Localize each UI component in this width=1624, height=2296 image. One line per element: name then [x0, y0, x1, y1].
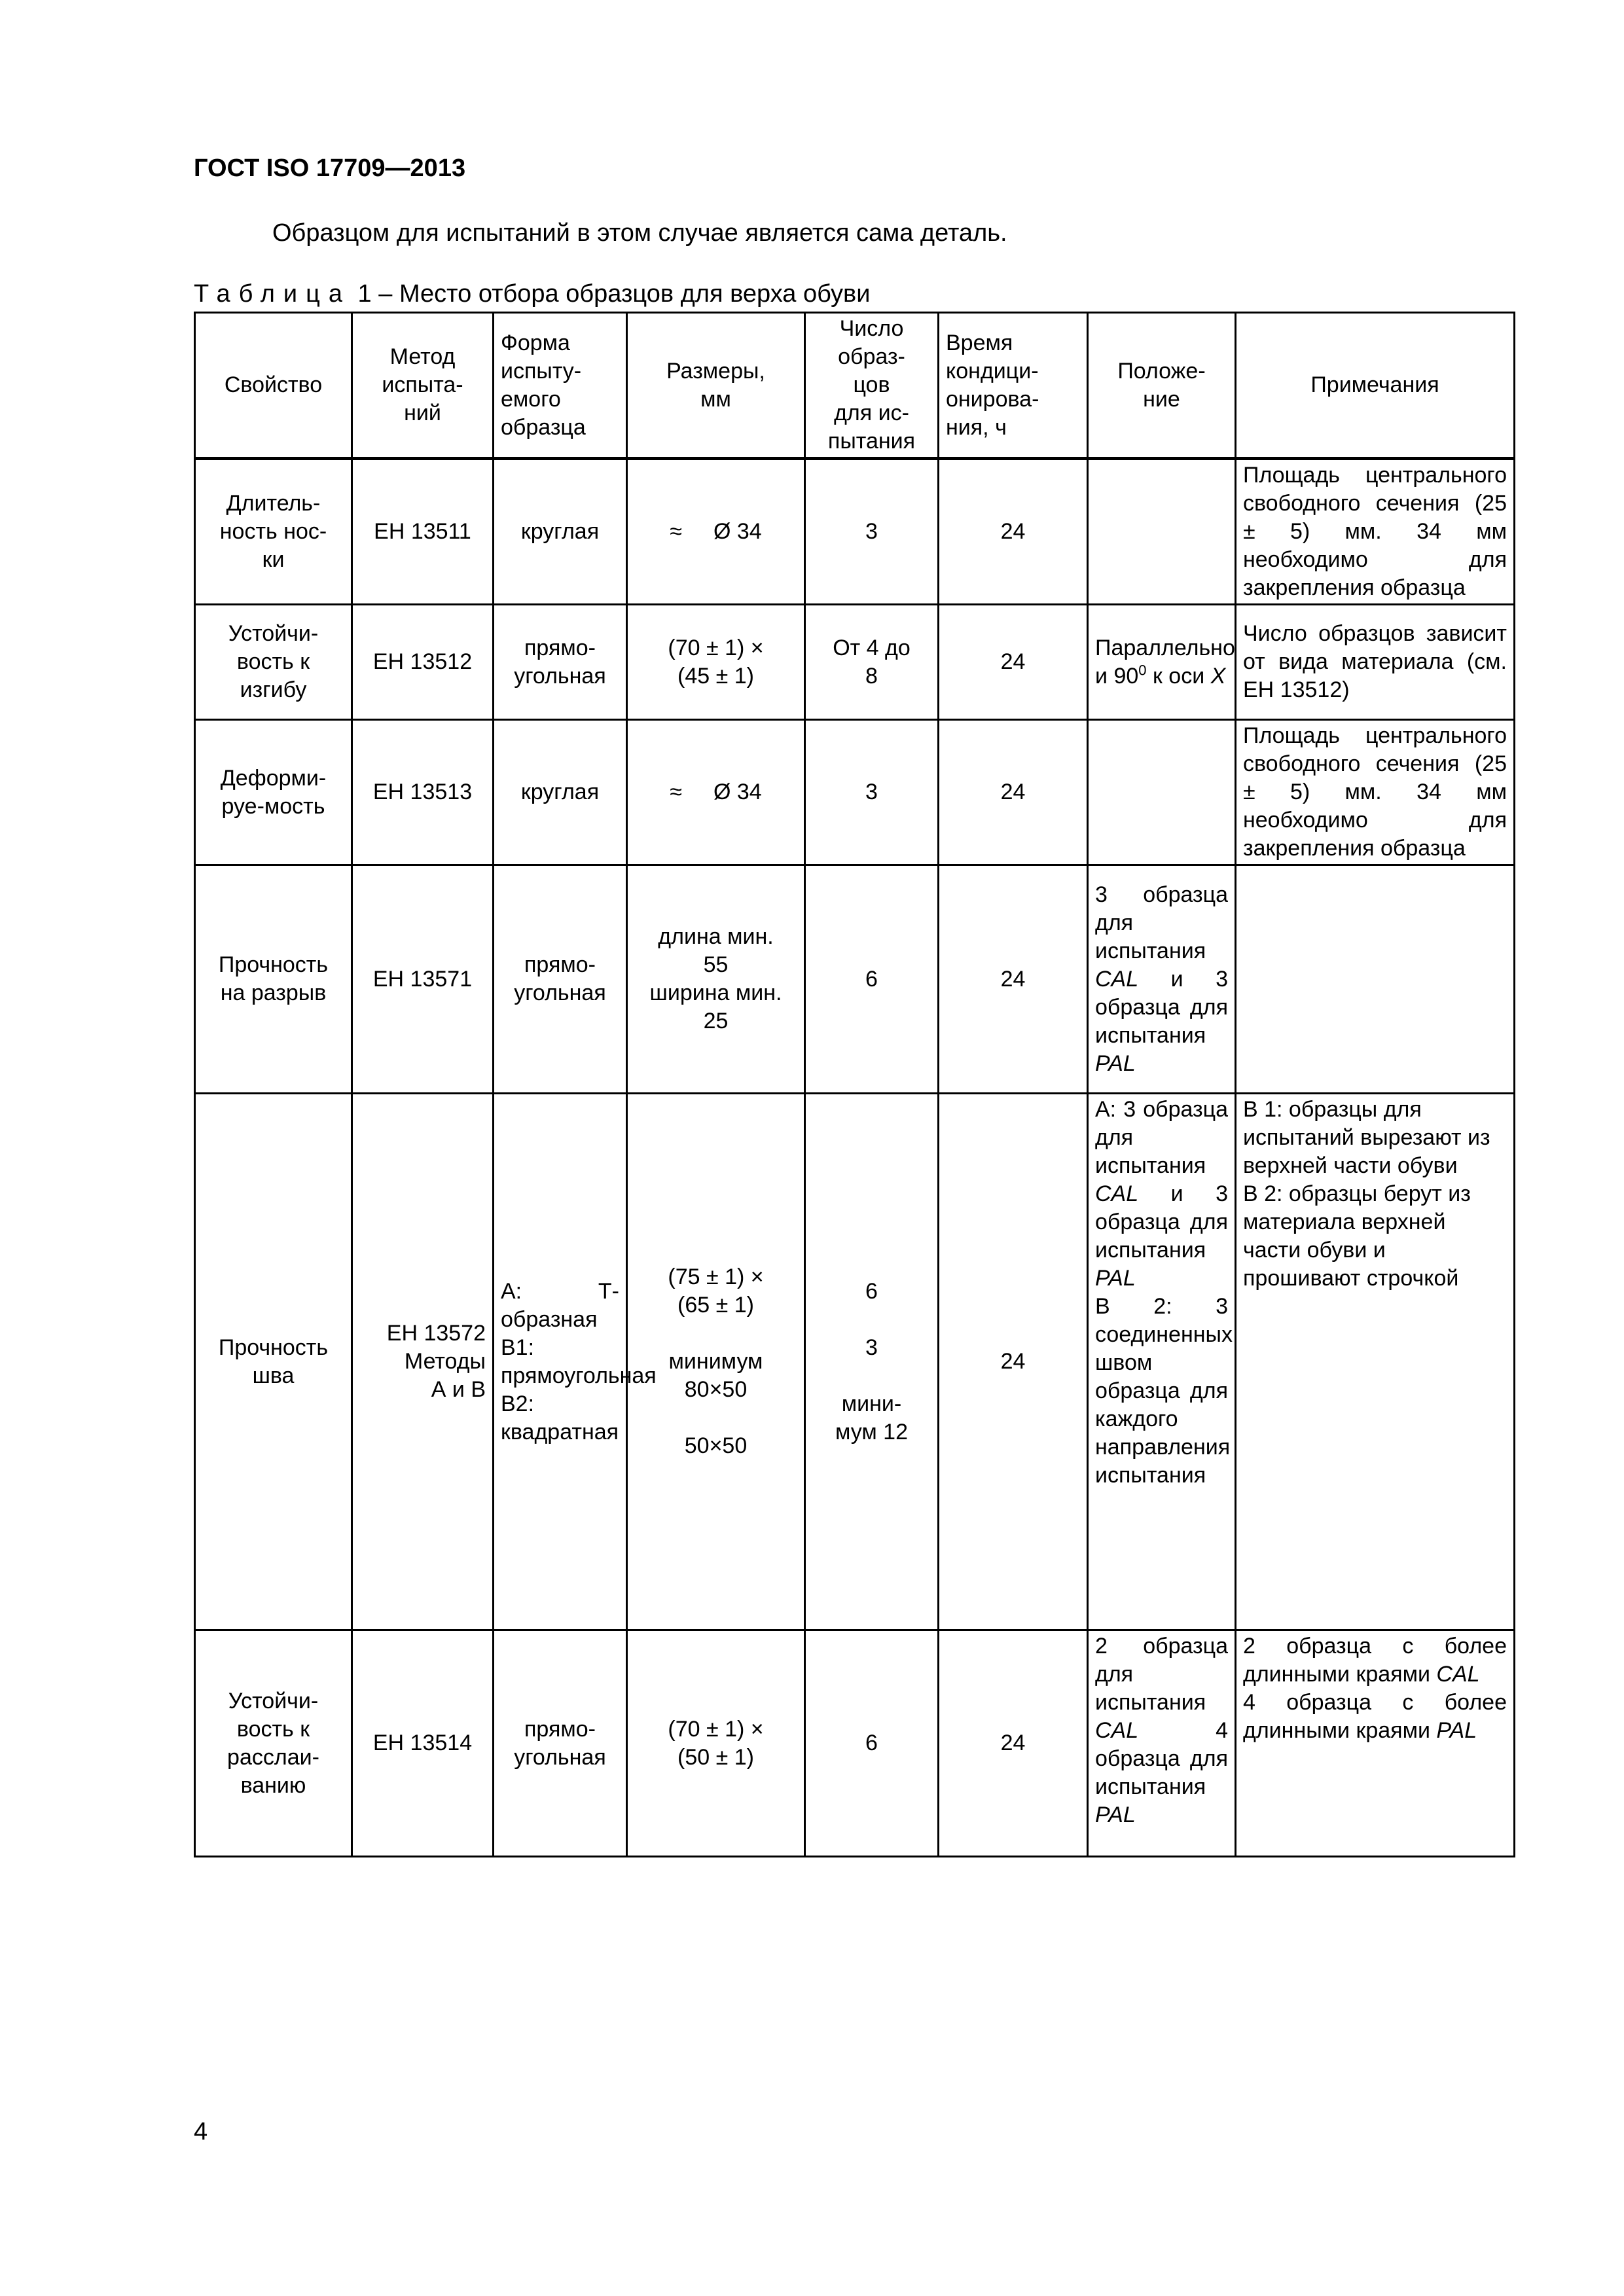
header-count	[805, 313, 939, 459]
cell-line: круглая	[520, 519, 600, 544]
cell-line: прямо-	[524, 635, 596, 660]
cell-time: 24	[939, 605, 1088, 720]
cell-form	[494, 1094, 657, 1630]
form-a: А: Т-образная	[501, 1278, 619, 1332]
cell-line: Длитель-	[226, 491, 321, 516]
position-text: В 2: 3 соединенных швом образца для каждого направления испытания	[1095, 1294, 1233, 1488]
cell-line: изгибу	[240, 677, 307, 702]
cell-size-value: Ø 34	[713, 780, 762, 804]
spacer	[634, 1404, 797, 1432]
cell-line: (45 ± 1)	[677, 663, 754, 689]
table-caption	[194, 280, 870, 308]
table-header-row	[195, 313, 1515, 459]
header-notes: Примечания	[1236, 313, 1515, 459]
cell-line: (70 ± 1) ×	[668, 635, 764, 660]
cell-line: 80×50	[684, 1377, 748, 1402]
position-text: 3 образца для испытания	[1095, 882, 1228, 963]
header-form	[494, 313, 627, 459]
cell-property	[195, 1630, 352, 1857]
cell-line: ЕН 13572	[386, 1321, 486, 1346]
cell-line: 8	[865, 663, 878, 689]
cell-time: 24	[939, 1630, 1088, 1857]
cell-line: руе-мость	[221, 793, 325, 819]
cell-line: Устойчи-	[228, 1688, 319, 1713]
cell-line: угольная	[514, 663, 606, 689]
pal-label: PAL	[1095, 1803, 1136, 1827]
header-line: Метод	[389, 344, 456, 369]
cell-line: круглая	[520, 780, 600, 804]
header-line: цов	[853, 372, 890, 397]
cell-position	[1088, 605, 1236, 720]
spacer	[812, 1306, 931, 1334]
position-text: 4 образца для испытания	[1095, 1718, 1228, 1799]
position-text: А: 3 образца для испытания	[1095, 1097, 1228, 1178]
cell-line: ность нос-	[219, 519, 327, 544]
cell-line: угольная	[514, 1744, 606, 1770]
cell-line: вость к	[236, 649, 310, 674]
cell-form	[494, 459, 627, 605]
cell-method	[352, 1094, 494, 1630]
header-position	[1088, 313, 1236, 459]
cell-form	[494, 720, 627, 865]
cell-line: прямо-	[524, 1716, 596, 1742]
cell-count	[805, 459, 939, 605]
cell-line: на разрыв	[220, 980, 327, 1005]
cell-line: мум 12	[835, 1419, 908, 1444]
cell-line: Деформи-	[220, 765, 327, 791]
cell-line: мини-	[841, 1391, 902, 1416]
cell-line: 6	[865, 966, 878, 992]
cell-line: минимум	[668, 1349, 763, 1374]
header-time	[939, 313, 1088, 459]
cell-line: вость к	[236, 1716, 310, 1742]
table-row	[195, 605, 1515, 720]
note-line	[1243, 1632, 1507, 1689]
cell-size	[627, 605, 805, 720]
cell-position	[1088, 1630, 1236, 1857]
position-text: 2 образца для испытания	[1095, 1634, 1228, 1715]
cell-time: 24	[939, 459, 1088, 605]
cell-line: длина мин.	[658, 924, 774, 949]
header-line: Число	[839, 316, 904, 341]
header-line: Форма	[501, 330, 570, 355]
cell-count	[805, 605, 939, 720]
header-line: образ-	[838, 344, 905, 369]
header-property: Свойство	[195, 313, 352, 459]
cell-line: 3	[865, 1335, 878, 1360]
cell-line: А и В	[431, 1377, 486, 1402]
pal-label: PAL	[1436, 1718, 1477, 1743]
cal-label: CAL	[1095, 1718, 1139, 1743]
cell-line: Прочность	[218, 952, 329, 977]
cell-line: (50 ± 1)	[677, 1744, 754, 1770]
cell-line: Устойчи-	[228, 621, 319, 646]
cell-line: ЕН 13512	[372, 649, 473, 674]
note-b1: В 1: образцы для испытаний вырезают из верхней части обуви	[1243, 1097, 1490, 1178]
header-line: Положе-	[1117, 358, 1206, 384]
cell-line: ЕН 13571	[372, 966, 473, 992]
cell-line: прямо-	[524, 952, 596, 977]
table-row	[195, 865, 1515, 1094]
degree-superscript: 0	[1138, 662, 1147, 679]
table-caption-label: Таблица	[194, 280, 351, 308]
cell-notes: Площадь центрального свободного сечения (25 ± 5) мм. 34 мм необходимо для закрепления образца	[1236, 459, 1515, 605]
cell-line: 25	[703, 1009, 729, 1033]
pal-label: PAL	[1095, 1050, 1136, 1076]
position-text: к оси	[1146, 663, 1211, 689]
cell-notes	[1236, 865, 1515, 1094]
header-line: образца	[501, 414, 586, 440]
header-line: Размеры,	[666, 358, 765, 384]
cell-line: 6	[865, 1278, 878, 1304]
form-b2: В2: квадратная	[501, 1391, 619, 1444]
header-size	[627, 313, 805, 459]
header-line: пытания	[827, 429, 916, 454]
spacer	[812, 1362, 931, 1390]
cell-notes: Число образцов зависит от вида материала (см. ЕН 13512)	[1236, 605, 1515, 720]
note-text: 2 образца с более длинными краями	[1243, 1634, 1507, 1687]
header-line: онирова-	[946, 386, 1039, 412]
cell-line: 50×50	[684, 1433, 748, 1458]
cell-notes	[1236, 1094, 1515, 1630]
table-row	[195, 1630, 1515, 1857]
cell-form	[494, 865, 627, 1094]
cell-line: угольная	[514, 980, 606, 1005]
document-code: ГОСТ ISO 17709—2013	[194, 154, 466, 182]
cell-property	[195, 459, 352, 605]
table-caption-title: 1 – Место отбора образцов для верха обуви	[351, 280, 871, 308]
cal-label: CAL	[1436, 1662, 1480, 1687]
cell-line: 3	[865, 780, 878, 804]
cell-line: ЕН 13513	[372, 780, 473, 804]
intro-paragraph: Образцом для испытаний в этом случае является сама деталь.	[272, 219, 1007, 247]
cell-method	[352, 1630, 494, 1857]
cell-count	[805, 865, 939, 1094]
header-method	[352, 313, 494, 459]
cell-size	[627, 459, 805, 605]
position-text: и 3 образца для испытания	[1095, 1181, 1228, 1263]
cell-line: ванию	[240, 1772, 306, 1798]
cell-line: От 4 до	[833, 635, 911, 660]
header-line: испыта-	[382, 372, 463, 397]
cell-line: (65 ± 1)	[677, 1293, 754, 1318]
cell-method	[352, 865, 494, 1094]
header-line: для ис-	[834, 401, 909, 425]
cell-property	[195, 1094, 352, 1630]
cell-notes: Площадь центрального свободного сечения (25 ± 5) мм. 34 мм необходимо для закрепления образца	[1236, 720, 1515, 865]
header-line: испыту-	[501, 358, 582, 384]
cell-count	[805, 1630, 939, 1857]
cell-line: 6	[865, 1731, 878, 1755]
note-b2: В 2: образцы берут из материала верхней части обуви и прошивают строчкой	[1243, 1181, 1471, 1291]
cell-line: ЕН 13511	[374, 519, 471, 544]
cell-line: 3	[865, 519, 878, 544]
header-line: кондици-	[946, 358, 1039, 384]
cell-time: 24	[939, 1094, 1088, 1630]
cell-line: ки	[262, 547, 285, 572]
cell-property	[195, 865, 352, 1094]
note-text: 4 образца с более длинными краями	[1243, 1690, 1507, 1743]
cell-form	[494, 605, 627, 720]
cell-position	[1088, 720, 1236, 865]
position-text: Параллельно и 90	[1095, 635, 1235, 689]
cell-line: ЕН 13514	[372, 1731, 473, 1755]
note-line	[1243, 1689, 1507, 1745]
cell-line: шва	[252, 1363, 295, 1388]
cell-time: 24	[939, 720, 1088, 865]
cell-size	[627, 1630, 805, 1857]
cell-count	[805, 720, 939, 865]
header-line: ние	[1143, 386, 1180, 412]
header-line: Время	[946, 330, 1013, 355]
cal-label: CAL	[1095, 1181, 1139, 1206]
cell-line: Методы	[404, 1349, 486, 1374]
header-line: мм	[700, 386, 731, 412]
cell-position	[1088, 865, 1236, 1094]
approx-symbol: ≈	[670, 519, 682, 544]
pal-label: PAL	[1095, 1266, 1136, 1291]
cell-line: (75 ± 1) ×	[668, 1265, 764, 1289]
cell-method	[352, 720, 494, 865]
cell-method	[352, 605, 494, 720]
cell-position	[1088, 1094, 1236, 1630]
cell-form	[494, 1630, 627, 1857]
table-row	[195, 1094, 1515, 1630]
cell-line: 55	[703, 952, 729, 977]
cell-count	[805, 1094, 939, 1630]
table-row	[195, 720, 1515, 865]
cell-time: 24	[939, 865, 1088, 1094]
table-row	[195, 459, 1515, 605]
cal-label: CAL	[1095, 966, 1139, 992]
cell-property	[195, 605, 352, 720]
header-line: ний	[404, 401, 441, 425]
position-text: и 3 образца для испытания	[1095, 966, 1228, 1048]
cell-property	[195, 720, 352, 865]
cell-line: (70 ± 1) ×	[668, 1716, 764, 1742]
page-number: 4	[194, 2118, 208, 2145]
cell-size	[627, 865, 805, 1094]
spacer	[634, 1319, 797, 1348]
cell-size	[627, 720, 805, 865]
cell-line: ширина мин.	[649, 980, 782, 1005]
sampling-table	[194, 312, 1515, 1857]
cell-size-value: Ø 34	[713, 519, 762, 544]
header-line: ния, ч	[946, 414, 1007, 440]
header-line: емого	[501, 386, 561, 412]
form-b1: В1: прямоугольная	[501, 1335, 657, 1388]
cell-line: расслаи-	[227, 1744, 319, 1770]
cell-size	[627, 1094, 805, 1630]
cell-method	[352, 459, 494, 605]
cell-position	[1088, 459, 1236, 605]
axis-label: X	[1210, 663, 1226, 689]
cell-line: Прочность	[218, 1335, 329, 1360]
cell-notes	[1236, 1630, 1515, 1857]
approx-symbol: ≈	[670, 780, 682, 804]
